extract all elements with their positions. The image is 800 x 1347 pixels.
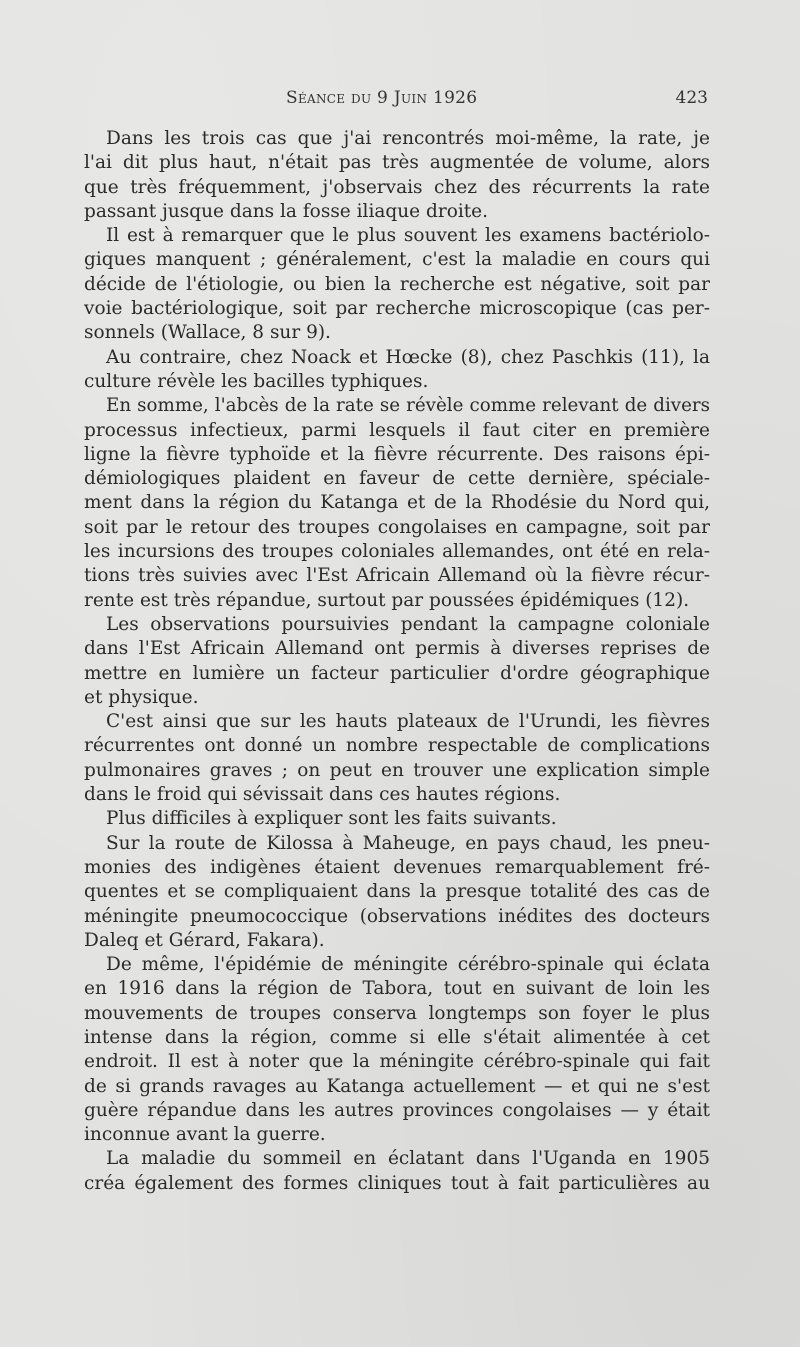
text-line: Daleq et Gérard, Fakara). [84,929,325,951]
text-line: giques manquent ; généralement, c'est la maladie en cours qui [84,249,710,271]
text-line: de si grands ravages au Katanga actuellement — et qui ne s'est [84,1075,710,1097]
text-line: soit par le retour des troupes congolaises en campagne, soit par [84,516,710,538]
text-line: Sur la route de Kilossa à Maheuge, en pays chaud, les pneu- [106,832,710,854]
body-text [84,127,710,1196]
text-line: endroit. Il est à noter que la méningite cérébro-spinale qui fait [84,1051,710,1073]
text-line: pulmonaires graves ; on peut en trouver une explication simple [84,759,710,781]
running-title: Séance du 9 Juin 1926 [286,88,478,108]
text-line: Les observations poursuivies pendant la campagne coloniale [106,613,710,635]
running-header [88,88,708,114]
text-line: ment dans la région du Katanga et de la Rhodésie du Nord qui, [84,492,710,514]
text-line: récurrentes ont donné un nombre respectable de complications [84,735,710,757]
text-line: monies des indigènes étaient devenues remarquablement fré- [84,856,710,878]
text-line: intense dans la région, comme si elle s'était alimentée à cet [84,1026,710,1048]
text-line: Il est à remarquer que le plus souvent les examens bactériolo- [106,225,710,247]
text-line: que très fréquemment, j'observais chez des récurrents la rate [84,176,710,198]
text-line: mettre en lumière un facteur particulier d'ordre géographique [84,662,710,684]
text-line: démiologiques plaident en faveur de cette dernière, spéciale- [84,468,710,490]
text-line: dans l'Est Africain Allemand ont permis à diverses reprises de [84,638,710,660]
text-line: processus infectieux, parmi lesquels il faut citer en première [84,419,710,441]
text-line: De même, l'épidémie de méningite cérébro-spinale qui éclata [106,954,710,976]
text-line: culture révèle les bacilles typhiques. [84,370,429,392]
text-line: et physique. [84,686,199,708]
text-line: tions très suivies avec l'Est Africain Allemand où la fièvre récur- [84,565,710,587]
text-line: guère répandue dans les autres provinces congolaises — y était [84,1099,710,1121]
text-line: méningite pneumococcique (observations inédites des docteurs [84,905,710,927]
text-line: créa également des formes cliniques tout à fait particulières au [84,1172,710,1194]
text-line: voie bactériologique, soit par recherche microscopique (cas per- [84,298,710,320]
text-line: Dans les trois cas que j'ai rencontrés moi-même, la rate, je [106,128,710,149]
text-line: ligne la fièvre typhoïde et la fièvre récurrente. Des raisons épi- [84,443,710,465]
text-line: en 1916 dans la région de Tabora, tout en suivant de loin les [84,978,710,1000]
text-line: quentes et se compliquaient dans la presque totalité des cas de [84,881,710,903]
text-line: inconnue avant la guerre. [84,1124,326,1146]
text-line: décide de l'étiologie, ou bien la recherche est négative, soit par [84,273,710,295]
text-line: La maladie du sommeil en éclatant dans l'Uganda en 1905 [106,1148,710,1170]
text-line: Plus difficiles à expliquer sont les faits suivants. [106,808,557,830]
text-line: les incursions des troupes coloniales allemandes, ont été en rela- [84,541,710,563]
text-line: l'ai dit plus haut, n'était pas très augmentée de volume, alors [84,152,710,174]
text-line: rente est très répandue, surtout par poussées épidémiques (12). [84,589,690,611]
text-line: En somme, l'abcès de la rate se révèle comme relevant de divers [106,395,710,417]
text-line: dans le froid qui sévissait dans ces hautes régions. [84,784,561,806]
text-line: mouvements de troupes conserva longtemps son foyer le plus [84,1002,710,1024]
text-line: sonnels (Wallace, 8 sur 9). [84,322,331,344]
text-line: Au contraire, chez Noack et Hœcke (8), chez Paschkis (11), la [106,346,710,368]
text-line: C'est ainsi que sur les hauts plateaux de l'Urundi, les fièvres [106,711,710,733]
page-number: 423 [675,88,708,108]
text-line: passant jusque dans la fosse iliaque droite. [84,200,489,222]
